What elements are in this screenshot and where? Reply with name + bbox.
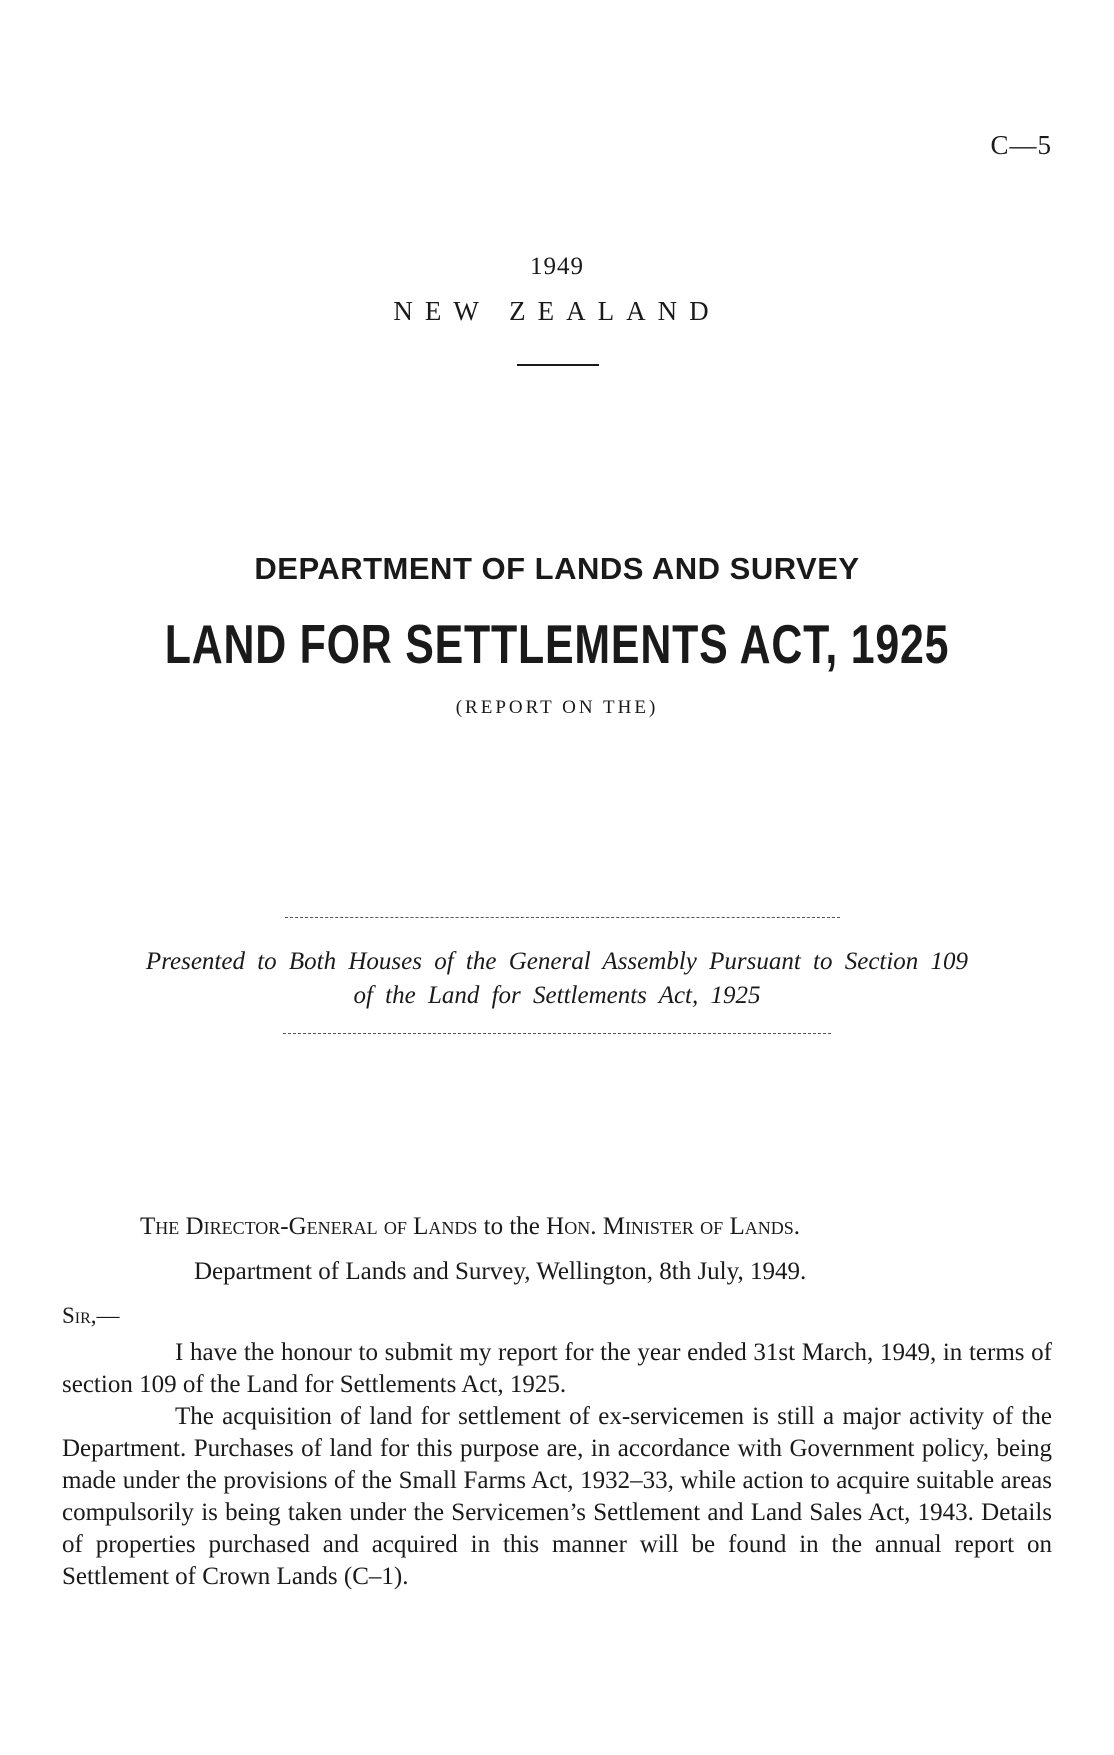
presentation-line-2: of the Land for Settlements Act, 1925 <box>353 982 761 1009</box>
country-heading: NEW ZEALAND <box>393 296 721 326</box>
salutation: Sir,— <box>62 1303 120 1328</box>
presentation-line-1: Presented to Both Houses of the General Assembly Pursuant to Section 109 <box>145 948 969 975</box>
body-paragraph-2: The acquisition of land for settlement of ex-servicemen is still a major activity of the Department. Purchases of land for this purpose are, in accordance with Government policy, being made under the provisions of the Small Farms Act, 1932–33, while action to acquire suitable areas compulsorily is being taken under the Servicemen’s Settlement and Land Sales Act, 1943. Details of properties purchased and acquired in this manner will be found in the annual report on Settlement of Crown Lands (C–1). <box>62 1403 1052 1590</box>
dashed-rule-bottom <box>283 1033 831 1034</box>
short-rule-divider <box>517 364 599 366</box>
presentation-statement <box>62 945 1052 1013</box>
letter-to: Hon. Minister of Lands. <box>546 1213 800 1240</box>
body-paragraph-1: I have the honour to submit my report for the year ended 31st March, 1949, in terms of section 109 of the Land for Settlements Act, 1925. <box>62 1339 1052 1398</box>
letter-body <box>62 1337 1052 1593</box>
year: 1949 <box>530 253 584 280</box>
letter-address-line <box>140 1213 800 1241</box>
report-subtitle: (REPORT ON THE) <box>455 697 659 718</box>
letter-to-word: to the <box>483 1213 540 1240</box>
dashed-rule-top <box>285 917 840 918</box>
document-reference: C—5 <box>990 130 1052 160</box>
department-heading: DEPARTMENT OF LANDS AND SURVEY <box>254 551 860 586</box>
letter-date-line: Department of Lands and Survey, Wellington, 8th July, 1949. <box>194 1258 807 1285</box>
act-title: LAND FOR SETTLEMENTS ACT, 1925 <box>164 613 950 675</box>
letter-from: The Director-General of Lands <box>140 1213 478 1240</box>
